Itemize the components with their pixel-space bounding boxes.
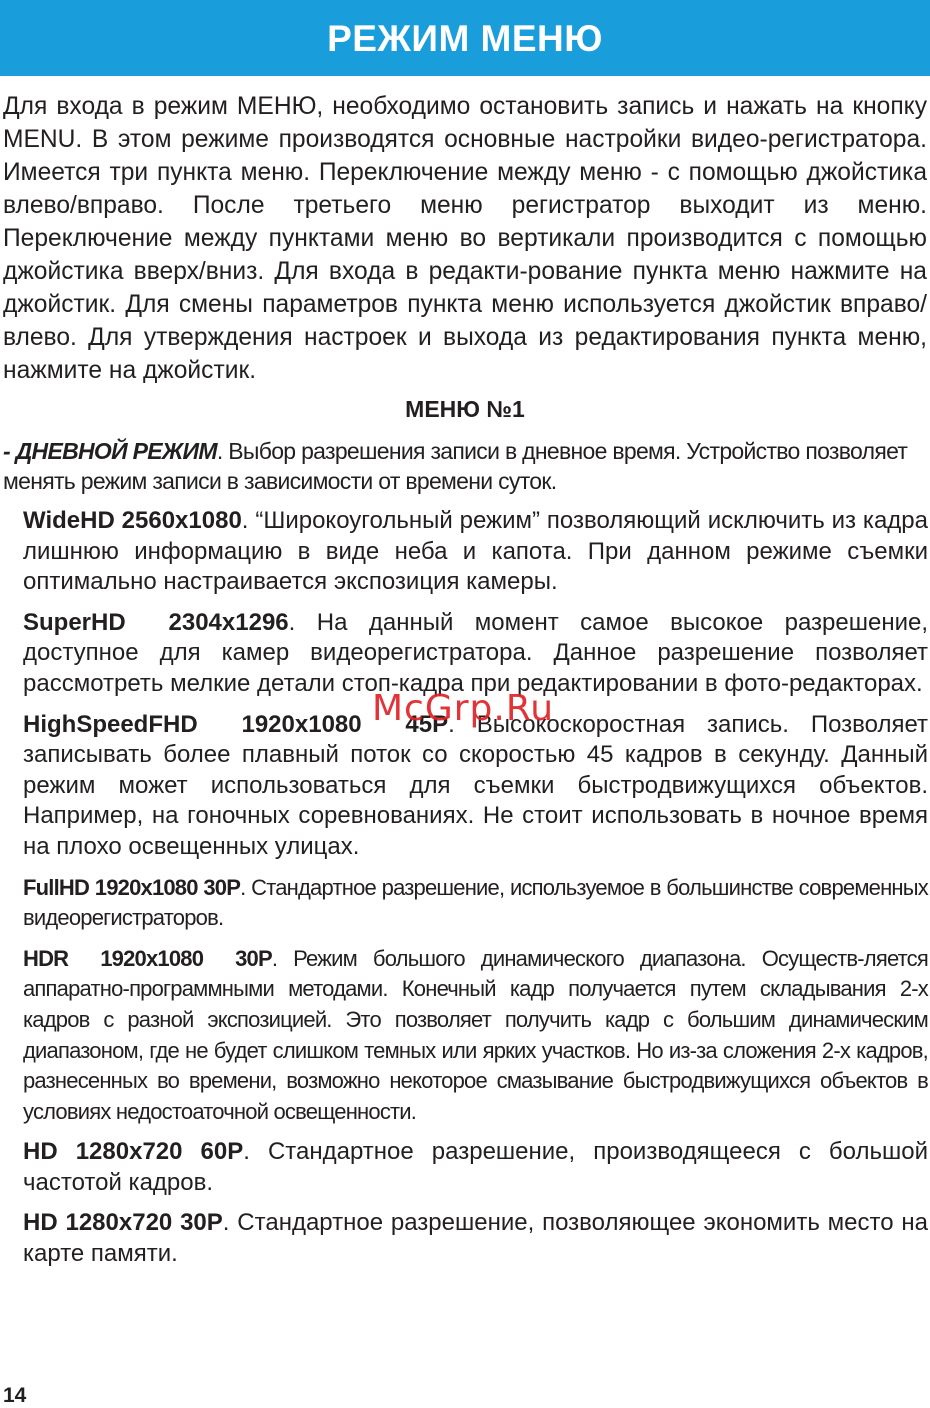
resolution-item: [23, 1208, 928, 1269]
resolution-name: HDR 1920x1080 30P: [23, 945, 272, 971]
resolution-description: . Стандартное разрешение, позволяющее экономить место на карте памяти.: [23, 1209, 928, 1268]
resolution-name: HD 1280x720 30P: [23, 1209, 223, 1237]
resolution-name: HD 1280x720 60P: [23, 1138, 244, 1166]
resolution-item: [23, 608, 928, 700]
resolution-description: . Стандартное разрешение, производящееся с большой частотой кадров.: [23, 1138, 928, 1196]
resolution-name: WideHD 2560x1080: [23, 507, 242, 534]
header-bar: [0, 0, 930, 76]
page-number: 14: [3, 1384, 27, 1407]
resolution-item: [23, 710, 928, 863]
resolution-name: FullHD 1920x1080 30P: [23, 874, 241, 900]
resolution-description: . Высокоскоростная запись. Позволяет записывать более плавный поток со скоростью 45 кадров в секунду. Данный режим может использоваться для съемки быстродвижущихся объектов. Например, на гоночных соревнованиях. Не стоит использовать в ночное время на плохо освещенных улицах.: [23, 710, 929, 860]
resolution-item: [23, 944, 928, 1128]
intro-paragraph: Для входа в режим МЕНЮ, необходимо остановить запись и нажать на кнопку MENU. В этом режиме производятся основные настройки видео-регистратора. Имеется три пункта меню. Переключение между меню - с помощью джойстика влево/вправо. После третьего меню регистратор выходит из меню. Переключение между пунктами меню во вертикали производится с помощью джойстика вверх/вниз. Для входа в редакти-рование пункта меню нажмите на джойстик. Для смены параметров пункта меню используется джойстик вправо/влево. Для утверждения настроек и выхода из редактирования пункта меню, нажмите на джойстик.: [3, 93, 927, 384]
day-mode-label: - ДНЕВНОЙ РЕЖИМ: [3, 438, 217, 464]
day-mode-text: . Выбор разрешения записи в дневное время. Устройство позволяет менять режим записи в зависимости от времени суток.: [3, 438, 908, 494]
resolution-list: [23, 506, 928, 1280]
resolution-name: SuperHD 2304x1296: [23, 608, 289, 636]
resolution-item: [23, 506, 928, 598]
menu-heading: МЕНЮ №1: [405, 396, 525, 422]
watermark: McGrp.Ru: [372, 688, 555, 729]
day-mode-paragraph: [3, 436, 929, 496]
resolution-name: HighSpeedFHD 1920x1080 45P: [23, 710, 449, 738]
page-title: РЕЖИМ МЕНЮ: [327, 18, 603, 59]
resolution-item: [23, 873, 928, 934]
resolution-description: . “Широкоугольный режим” позволяющий исключить из кадра лишнюю информацию в виде неба и капота. При данном режиме съемки оптимально настраивается экспозиция камеры.: [23, 507, 929, 596]
resolution-description: . Стандартное разрешение, используемое в большинстве современных видеорегистраторов.: [23, 874, 928, 931]
resolution-description: . На данный момент самое высокое разрешение, доступное для камер видеорегистратора. Данное разрешение позволяет рассмотреть мелкие детали стоп-кадра при редактировании в фото-редакторах.: [23, 608, 928, 697]
resolution-item: [23, 1137, 928, 1198]
resolution-description: . Режим большого динамического диапазона. Осуществ-ляется аппаратно-программными методами. Конечный кадр получается путем складывания 2-х кадров с разной экспозицией. Это позволяет получить кадр с большим динамическим диапазоном, где не будет слишком темных или ярких участков. Но из-за сложения 2-х кадров, разнесенных во времени, возможно некоторое смазывание быстродвижущихся объектов в условиях недостоаточной освещенности.: [23, 945, 928, 1124]
